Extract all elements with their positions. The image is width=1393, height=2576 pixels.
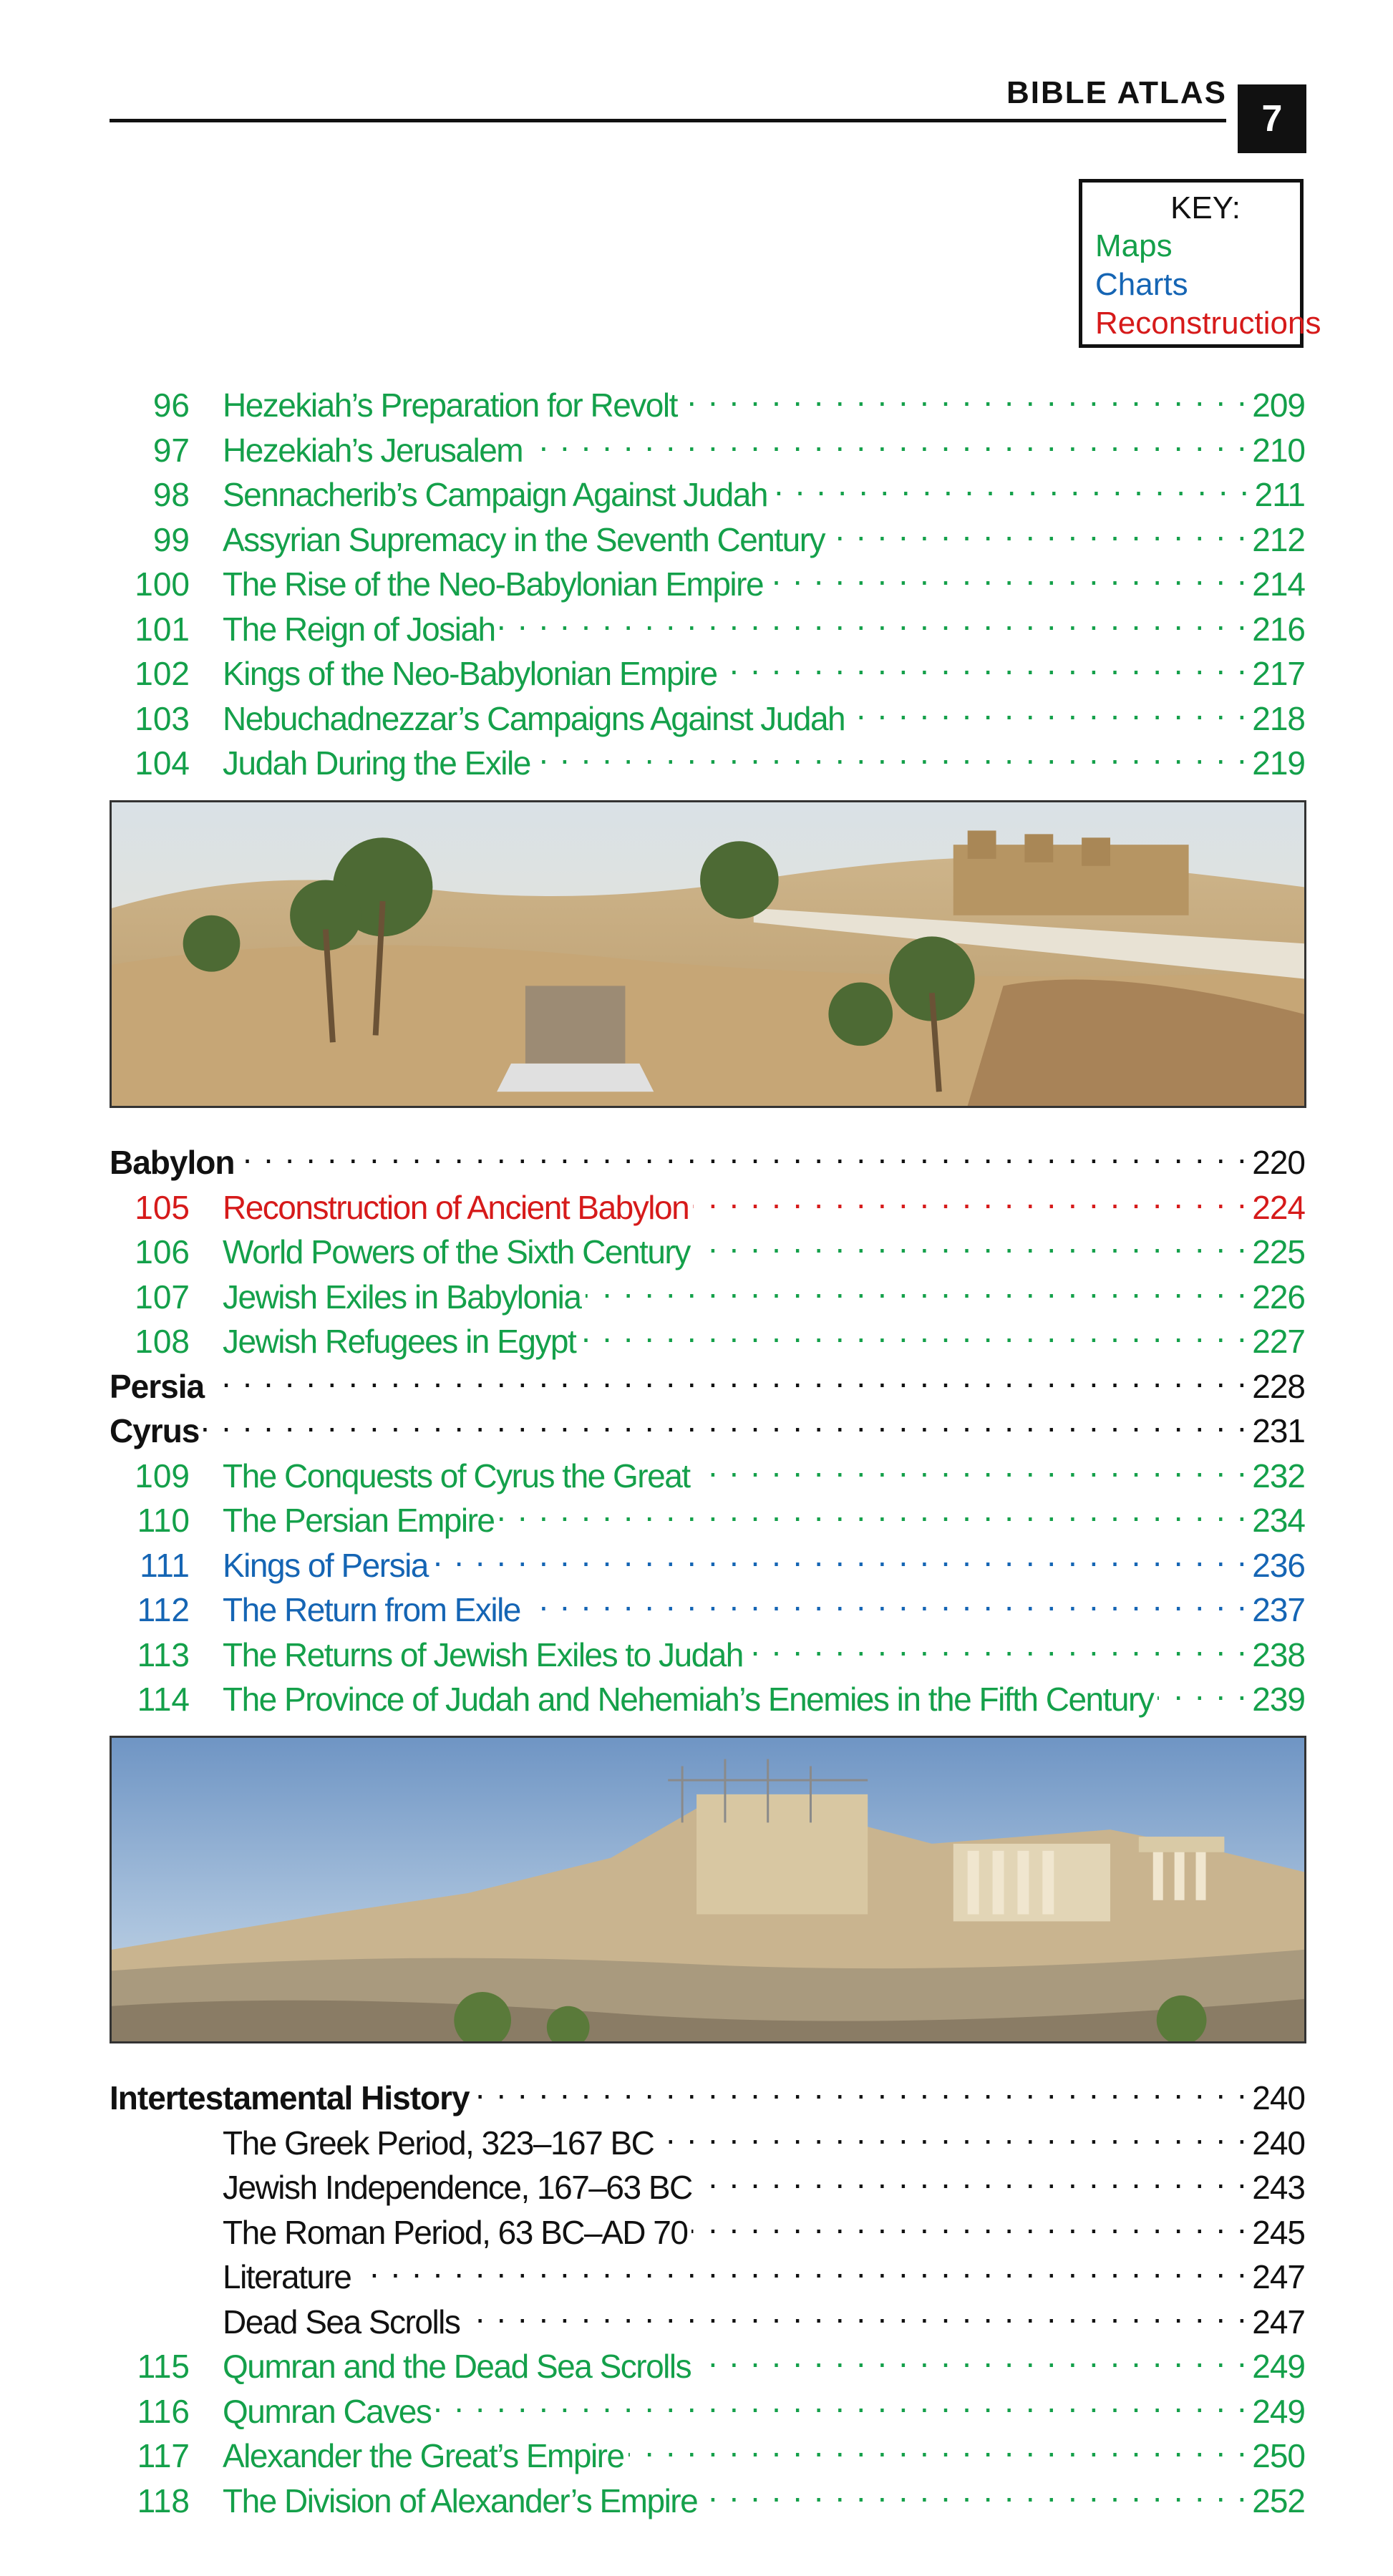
toc-section-heading[interactable] (110, 1398, 1305, 1449)
entry-title: Assyrian Supremacy in the Seventh Century (223, 520, 825, 558)
dot-leader (829, 507, 1248, 551)
toc-entry[interactable] (110, 641, 1305, 692)
toc-entry[interactable] (110, 1308, 1305, 1360)
entry-title: Qumran Caves (223, 2392, 432, 2430)
dot-leader (702, 2468, 1248, 2512)
entry-title: Kings of Persia (223, 1546, 428, 1584)
entry-page-number: 228 (1252, 1367, 1305, 1405)
running-header: BIBLE ATLAS (1006, 75, 1227, 110)
entry-title: Intertestamental History (110, 2079, 470, 2116)
dot-leader (500, 596, 1248, 641)
entry-number: 116 (137, 2392, 190, 2430)
entry-title: Literature (223, 2258, 351, 2295)
toc-entry[interactable] (110, 2423, 1305, 2474)
toc-entry[interactable] (110, 1622, 1305, 1673)
entry-number: 97 (152, 431, 190, 469)
toc-entry[interactable] (110, 2333, 1305, 2385)
entry-title: Hezekiah’s Jerusalem (223, 431, 523, 469)
entry-number: 107 (135, 1278, 190, 1316)
entry-number: 114 (137, 1681, 190, 1718)
entry-number: 112 (137, 1591, 190, 1628)
entry-title: Persia (110, 1367, 205, 1405)
entry-page-number: 234 (1252, 1502, 1305, 1539)
dot-leader (696, 2154, 1248, 2199)
entry-title: The Province of Judah and Nehemiah’s Enemies in the Fifth Century (223, 1681, 1154, 1718)
toc-entry[interactable] (110, 1443, 1305, 1494)
entry-title: Dead Sea Scrolls (223, 2303, 460, 2341)
toc-entry[interactable] (110, 462, 1305, 513)
entry-number: 106 (135, 1233, 190, 1270)
toc-subentry[interactable] (110, 2289, 1305, 2341)
dot-leader (432, 1532, 1248, 1577)
dot-leader (849, 686, 1248, 730)
dot-leader (527, 417, 1248, 462)
photo-babylon-ruins (110, 800, 1306, 1108)
header-rule (110, 119, 1226, 122)
photo-acropolis (110, 1736, 1306, 2043)
entry-page-number: 252 (1252, 2482, 1305, 2519)
toc-subentry[interactable] (110, 2244, 1305, 2295)
entry-page-number: 240 (1252, 2079, 1305, 2116)
toc-entry[interactable] (110, 1577, 1305, 1628)
toc-section-heading[interactable] (110, 2065, 1305, 2116)
key-title: KEY: (1170, 190, 1241, 225)
entry-page-number: 220 (1252, 1144, 1305, 1181)
toc-entry[interactable] (110, 507, 1305, 558)
entry-title: Sennacherib’s Campaign Against Judah (223, 476, 767, 513)
entry-number: 100 (135, 565, 190, 603)
key-item-maps: Maps (1095, 228, 1173, 263)
toc-entry[interactable] (110, 372, 1305, 424)
entry-page-number: 231 (1252, 1412, 1305, 1449)
entry-page-number: 219 (1252, 744, 1305, 782)
toc-entry[interactable] (110, 730, 1305, 782)
entry-title: The Roman Period, 63 BC–AD 70 (223, 2213, 688, 2251)
entry-number: 99 (152, 520, 190, 558)
toc-entry[interactable] (110, 1219, 1305, 1270)
entry-title: Jewish Independence, 167–63 BC (223, 2169, 692, 2206)
dot-leader (1157, 1666, 1248, 1711)
entry-number: 113 (137, 1635, 190, 1673)
dot-leader (238, 1129, 1248, 1174)
toc-entry[interactable] (110, 1532, 1305, 1584)
dot-leader (499, 1487, 1248, 1532)
entry-page-number: 236 (1252, 1546, 1305, 1584)
entry-page-number: 247 (1252, 2258, 1305, 2295)
entry-page-number: 227 (1252, 1323, 1305, 1360)
entry-number: 109 (135, 1457, 190, 1494)
entry-title: Hezekiah’s Preparation for Revolt (223, 387, 677, 424)
entry-page-number: 238 (1252, 1635, 1305, 1673)
entry-page-number: 249 (1252, 2392, 1305, 2430)
entry-title: Nebuchadnezzar’s Campaigns Against Judah (223, 699, 845, 737)
dot-leader (691, 2200, 1248, 2244)
entry-page-number: 240 (1252, 2124, 1305, 2162)
toc-entry[interactable] (110, 417, 1305, 469)
entry-title: Babylon (110, 1144, 235, 1181)
entry-page-number: 245 (1252, 2213, 1305, 2251)
entry-number: 105 (135, 1188, 190, 1226)
entry-page-number: 217 (1252, 655, 1305, 692)
entry-number: 118 (137, 2482, 190, 2519)
entry-title: The Return from Exile (223, 1591, 520, 1628)
page-number: 7 (1238, 84, 1306, 153)
entry-page-number: 250 (1252, 2437, 1305, 2474)
entry-page-number: 224 (1252, 1188, 1305, 1226)
toc-section-heading[interactable] (110, 1353, 1305, 1405)
dot-leader (658, 2110, 1248, 2154)
dot-leader (694, 1443, 1248, 1487)
toc-entry[interactable] (110, 2378, 1305, 2430)
entry-number: 111 (140, 1546, 190, 1584)
toc-subentry[interactable] (110, 2110, 1305, 2162)
entry-page-number: 243 (1252, 2169, 1305, 2206)
entry-number: 103 (135, 699, 190, 737)
dot-leader (695, 2333, 1248, 2378)
babylon-ruins-image (112, 802, 1304, 1106)
entry-title: Jewish Exiles in Babylonia (223, 1278, 581, 1316)
entry-title: Qumran and the Dead Sea Scrolls (223, 2348, 691, 2385)
entry-number: 101 (135, 610, 190, 648)
toc-entry[interactable] (110, 596, 1305, 648)
entry-page-number: 218 (1252, 699, 1305, 737)
entry-title: The Returns of Jewish Exiles to Judah (223, 1635, 743, 1673)
entry-page-number: 214 (1252, 565, 1305, 603)
toc-section-heading[interactable] (110, 1129, 1305, 1181)
dot-leader (580, 1308, 1248, 1353)
key-item-charts: Charts (1095, 267, 1188, 302)
entry-title: World Powers of the Sixth Century (223, 1233, 690, 1270)
entry-title: The Conquests of Cyrus the Great (223, 1457, 690, 1494)
entry-page-number: 212 (1252, 520, 1305, 558)
toc-entry[interactable] (110, 2468, 1305, 2519)
entry-title: The Greek Period, 323–167 BC (223, 2124, 654, 2162)
dot-leader (747, 1622, 1248, 1666)
entry-number: 117 (137, 2437, 190, 2474)
entry-number: 102 (135, 655, 190, 692)
entry-page-number: 239 (1252, 1681, 1305, 1718)
entry-title: Reconstruction of Ancient Babylon (223, 1188, 689, 1226)
entry-title: Judah During the Exile (223, 744, 530, 782)
acropolis-image (112, 1738, 1304, 2041)
entry-page-number: 247 (1252, 2303, 1305, 2341)
toc-entry[interactable] (110, 1264, 1305, 1316)
entry-page-number: 249 (1252, 2348, 1305, 2385)
toc-subentry[interactable] (110, 2200, 1305, 2251)
entry-page-number: 237 (1252, 1591, 1305, 1628)
entry-title: The Reign of Josiah (223, 610, 495, 648)
entry-page-number: 232 (1252, 1457, 1305, 1494)
entry-page-number: 225 (1252, 1233, 1305, 1270)
dot-leader (681, 372, 1248, 417)
dot-leader (693, 1175, 1248, 1219)
dot-leader (435, 2378, 1248, 2423)
toc-entry[interactable] (110, 551, 1305, 603)
entry-number: 104 (135, 744, 190, 782)
dot-leader (525, 1577, 1248, 1621)
entry-title: Jewish Refugees in Egypt (223, 1323, 576, 1360)
entry-page-number: 216 (1252, 610, 1305, 648)
dot-leader (464, 2289, 1248, 2333)
entry-page-number: 210 (1252, 431, 1305, 469)
entry-page-number: 211 (1254, 476, 1305, 513)
entry-title: The Division of Alexander’s Empire (223, 2482, 698, 2519)
entry-title: The Persian Empire (223, 1502, 495, 1539)
dot-leader (767, 551, 1248, 596)
dot-leader (535, 730, 1248, 774)
toc-entry[interactable] (110, 686, 1305, 737)
toc-entry[interactable] (110, 1175, 1305, 1226)
toc-entry[interactable] (110, 1666, 1305, 1718)
entry-number: 96 (152, 387, 190, 424)
dot-leader (355, 2244, 1248, 2288)
entry-page-number: 209 (1252, 387, 1305, 424)
entry-title: The Rise of the Neo-Babylonian Empire (223, 565, 764, 603)
entry-page-number: 226 (1252, 1278, 1305, 1316)
dot-leader (628, 2423, 1248, 2467)
entry-number: 115 (137, 2348, 190, 2385)
dot-leader (772, 462, 1251, 506)
toc-subentry[interactable] (110, 2154, 1305, 2206)
entry-number: 110 (137, 1502, 190, 1539)
entry-title: Cyrus (110, 1412, 200, 1449)
dot-leader (203, 1398, 1248, 1442)
toc-entry[interactable] (110, 1487, 1305, 1539)
entry-title: Alexander the Great’s Empire (223, 2437, 624, 2474)
key-item-reconstructions: Reconstructions (1095, 306, 1321, 341)
dot-leader (722, 641, 1248, 685)
dot-leader (694, 1219, 1248, 1263)
entry-number: 98 (152, 476, 190, 513)
dot-leader (586, 1264, 1248, 1308)
dot-leader (208, 1353, 1248, 1398)
color-key (1079, 179, 1321, 348)
entry-title: Kings of the Neo-Babylonian Empire (223, 655, 717, 692)
entry-number: 108 (135, 1323, 190, 1360)
dot-leader (474, 2065, 1248, 2109)
